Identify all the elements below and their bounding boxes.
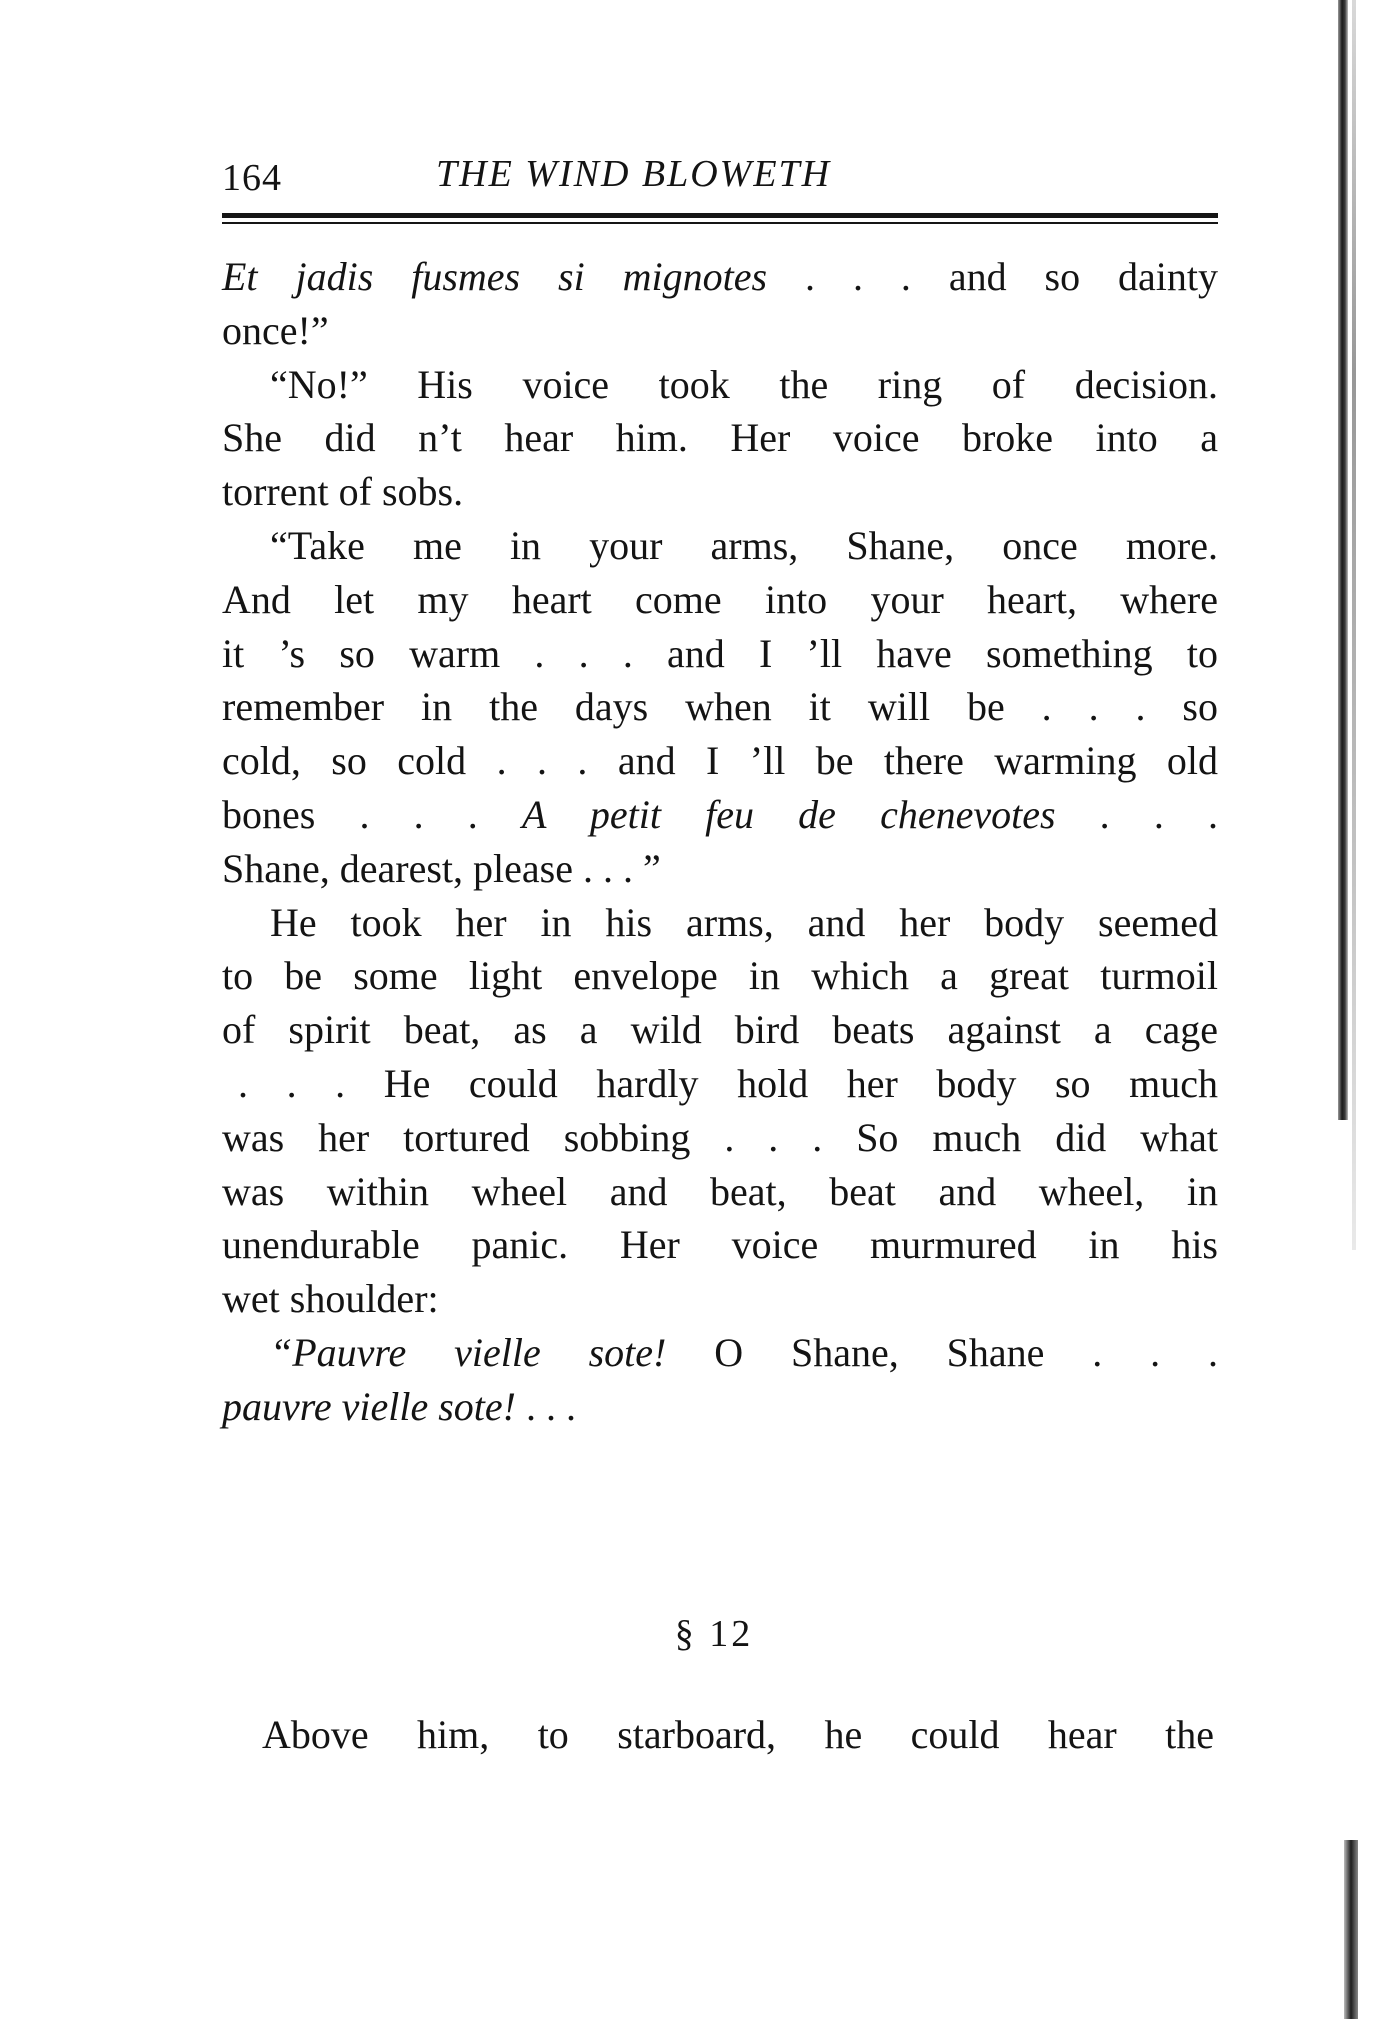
gutter-edge-upper bbox=[1338, 0, 1348, 1120]
text-line bbox=[222, 358, 1218, 412]
text-line bbox=[222, 1218, 1218, 1272]
text-segment: . . . and so dainty bbox=[767, 254, 1218, 299]
text-line bbox=[222, 519, 1218, 573]
text-segment: wet shoulder: bbox=[222, 1276, 439, 1322]
text-line bbox=[222, 896, 1218, 950]
italic-text: pauvre vielle sote! bbox=[222, 1383, 516, 1429]
continuation-line: Above him, to starboard, he could hear the bbox=[262, 1712, 1214, 1757]
text-line bbox=[222, 1057, 1218, 1111]
text-line bbox=[222, 1003, 1218, 1057]
text-segment: of spirit beat, as a wild bird beats against a cage bbox=[222, 1007, 1218, 1053]
text-line bbox=[222, 250, 1218, 304]
text-line bbox=[222, 465, 1218, 519]
binding-gutter-shadow bbox=[1322, 0, 1388, 2019]
text-segment: He took her in his arms, and her body seemed bbox=[270, 899, 1218, 945]
text-segment: unendurable panic. Her voice murmured in his bbox=[222, 1222, 1218, 1268]
text-segment: Shane, dearest, please . . . ” bbox=[222, 845, 661, 891]
text-segment: to be some light envelope in which a great turmoil bbox=[222, 953, 1218, 999]
text-line bbox=[222, 1380, 1218, 1434]
text-segment: . . . bbox=[515, 1383, 576, 1429]
text-line bbox=[222, 1111, 1218, 1165]
gutter-edge-lower bbox=[1344, 1840, 1358, 2019]
page-header bbox=[222, 152, 1222, 202]
italic-text: “Pauvre vielle sote! bbox=[270, 1329, 667, 1375]
text-segment: bones . . . bbox=[222, 791, 522, 837]
text-line bbox=[222, 842, 1218, 896]
italic-text: A petit feu de chenevotes bbox=[521, 791, 1056, 837]
running-title: THE WIND BLOWETH bbox=[436, 153, 832, 195]
text-line bbox=[222, 1165, 1218, 1219]
body-text bbox=[222, 250, 1218, 1434]
italic-text: Et jadis fusmes si mignotes bbox=[222, 254, 768, 299]
text-segment: O Shane, Shane . . . bbox=[666, 1329, 1218, 1375]
page-number: 164 bbox=[222, 157, 282, 199]
text-segment: She did n’t hear him. Her voice broke into a bbox=[222, 415, 1218, 461]
text-segment: cold, so cold . . . and I ’ll be there warming old bbox=[222, 738, 1218, 784]
text-segment: . . . bbox=[1055, 791, 1219, 837]
text-segment: was within wheel and beat, beat and wheel, in bbox=[222, 1168, 1218, 1214]
text-line bbox=[222, 680, 1218, 734]
header-rule-thick bbox=[222, 213, 1218, 218]
header-rule-thin bbox=[222, 222, 1218, 224]
text-segment: torrent of sobs. bbox=[222, 469, 464, 515]
text-line bbox=[222, 411, 1218, 465]
text-line bbox=[222, 627, 1218, 681]
text-line bbox=[222, 734, 1218, 788]
section-heading: § 12 bbox=[674, 1613, 754, 1655]
text-segment: And let my heart come into your heart, where bbox=[222, 576, 1218, 622]
text-line bbox=[222, 949, 1218, 1003]
text-segment: once!” bbox=[222, 307, 329, 353]
text-segment: “Take me in your arms, Shane, once more. bbox=[270, 522, 1218, 568]
text-line bbox=[222, 1272, 1218, 1326]
text-segment: remember in the days when it will be . . . so bbox=[222, 684, 1218, 730]
text-line bbox=[222, 788, 1218, 842]
gutter-shade bbox=[1352, 0, 1356, 1250]
text-line bbox=[222, 304, 1218, 358]
text-line bbox=[222, 573, 1218, 627]
text-segment: “No!” His voice took the ring of decision. bbox=[270, 361, 1218, 407]
text-segment: it ’s so warm . . . and I ’ll have something to bbox=[222, 630, 1218, 676]
text-segment: was her tortured sobbing . . . So much did what bbox=[222, 1114, 1218, 1160]
text-segment: . . . He could hardly hold her body so much bbox=[238, 1060, 1218, 1106]
text-line bbox=[222, 1326, 1218, 1380]
